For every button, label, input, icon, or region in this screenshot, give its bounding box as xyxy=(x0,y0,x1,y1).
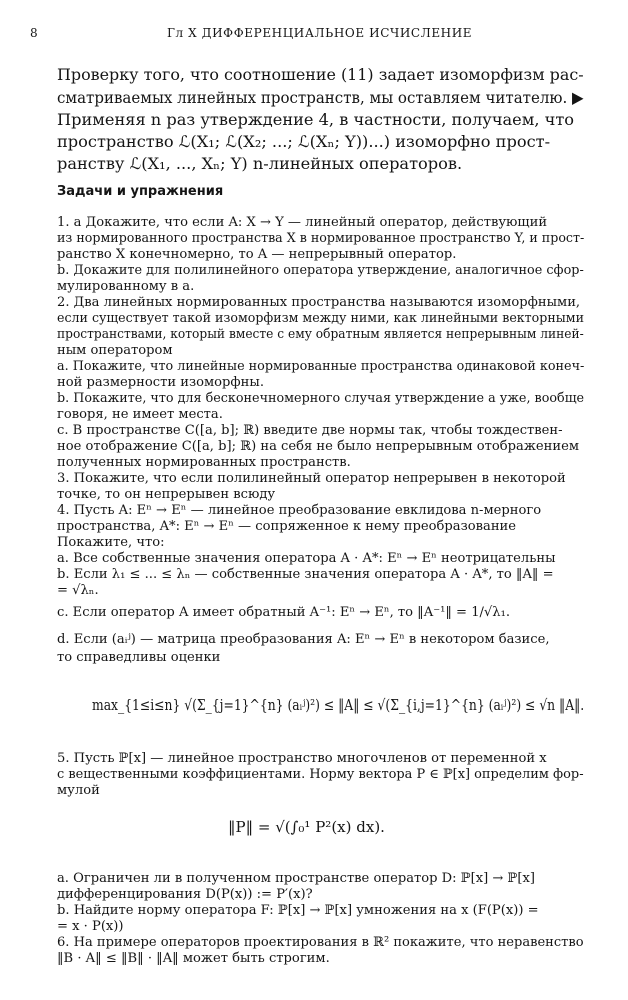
text-line: b. Если λ₁ ≤ ... ≤ λₙ — собственные значения оператора A · A*, то ‖A‖ = xyxy=(57,567,554,582)
text-line: b. Покажите, что для бесконечномерного случая утверждение а уже, вообще xyxy=(57,391,585,406)
estimate-formula: max_{1≤i≤n} √(Σ_{j=1}^{n} (aᵢʲ)²) ≤ ‖A‖ ≤ √(Σ_{i,j=1}^{n} (aᵢʲ)²) ≤ √n ‖A‖. xyxy=(92,696,585,714)
norm-formula: ‖P‖ = √(∫₀¹ P²(x) dx). xyxy=(228,818,385,836)
text-line: мулой xyxy=(57,783,100,798)
lead-line: Применяя n раз утверждение 4, в частности, получаем, что xyxy=(57,110,575,129)
text-line: 6. На примере операторов проектирования в ℝ² покажите, что неравенство xyxy=(57,935,584,950)
text-line: с вещественными коэффициентами. Норму вектора P ∈ ℙ[x] определим фор- xyxy=(57,767,584,782)
lead-line: Проверку того, что соотношение (11) задает изоморфизм рас- xyxy=(57,65,584,84)
text-line: а. Все собственные значения оператора A · A*: Eⁿ → Eⁿ неотрицательны xyxy=(57,551,556,566)
text-line: Покажите, что: xyxy=(57,535,165,550)
text-line: ное отображение C([a, b]; ℝ) на себя не было непрерывным отображением xyxy=(57,439,579,454)
text-line: пространства, A*: Eⁿ → Eⁿ — сопряженное к нему преобразование xyxy=(57,519,517,534)
text-line: из нормированного пространства X в нормированное пространство Y, и прост- xyxy=(57,231,585,246)
text-line: = √λₙ. xyxy=(57,583,99,598)
text-line: d. Если (aᵢʲ) — матрица преобразования A: Eⁿ → Eⁿ в некотором базисе, xyxy=(57,632,550,647)
text-line: = x · P(x)) xyxy=(57,919,124,934)
text-line: то справедливы оценки xyxy=(57,650,221,665)
lead-line: сматриваемых линейных пространств, мы оставляем читателю. ▶ xyxy=(57,88,584,107)
section-title: Задачи и упражнения xyxy=(57,184,224,199)
text-line: пространствами, который вместе с ему обратным является непрерывным линей- xyxy=(57,327,584,342)
text-line: дифференцирования D(P(x)) := P′(x)? xyxy=(57,887,313,902)
text-line: 2. Два линейных нормированных пространства называются изоморфными, xyxy=(57,295,581,310)
text-line: 3. Покажите, что если полилинейный оператор непрерывен в некоторой xyxy=(57,471,566,486)
lead-line: пространство ℒ(X₁; ℒ(X₂; ...; ℒ(Xₙ; Y))...) изоморфно прост- xyxy=(57,132,551,151)
text-line: с. В пространстве C([a, b]; ℝ) введите две нормы так, чтобы тождествен- xyxy=(57,423,563,438)
text-line: а. Ограничен ли в полученном пространстве оператор D: ℙ[x] → ℙ[x] xyxy=(57,871,535,886)
text-line: полученных нормированных пространств. xyxy=(57,455,351,470)
text-line: 4. Пусть A: Eⁿ → Eⁿ — линейное преобразование евклидова n-мерного xyxy=(57,503,542,518)
text-line: b. Найдите норму оператора F: ℙ[x] → ℙ[x] умножения на x (F(P(x)) = xyxy=(57,903,539,918)
running-head: Гл X ДИФФЕРЕНЦИАЛЬНОЕ ИСЧИСЛЕНИЕ xyxy=(167,26,473,40)
text-line: ‖B · A‖ ≤ ‖B‖ · ‖A‖ может быть строгим. xyxy=(57,951,330,966)
text-line: точке, то он непрерывен всюду xyxy=(57,487,276,502)
page-number: 8 xyxy=(30,26,39,40)
text-line: говоря, не имеет места. xyxy=(57,407,223,422)
page-header xyxy=(30,26,598,42)
text-line: b. Докажите для полилинейного оператора утверждение, аналогичное сфор- xyxy=(57,263,584,278)
text-line: ранство X конечномерно, то A — непрерывный оператор. xyxy=(57,247,457,262)
lead-line: ранству ℒ(X₁, ..., Xₙ; Y) n-линейных операторов. xyxy=(57,154,463,173)
text-line: мулированному в а. xyxy=(57,279,195,294)
text-line: 1. а Докажите, что если A: X → Y — линейный оператор, действующий xyxy=(57,215,548,230)
text-line: если существует такой изоморфизм между ними, как линейными векторными xyxy=(57,311,584,326)
text-line: 5. Пусть ℙ[x] — линейное пространство многочленов от переменной x xyxy=(57,751,547,766)
text-line: а. Покажите, что линейные нормированные пространства одинаковой конеч- xyxy=(57,359,585,374)
text-line: ной размерности изоморфны. xyxy=(57,375,264,390)
text-line: ным оператором xyxy=(57,343,173,358)
text-line: с. Если оператор A имеет обратный A⁻¹: Eⁿ → Eⁿ, то ‖A⁻¹‖ = 1/√λ₁. xyxy=(57,605,510,620)
